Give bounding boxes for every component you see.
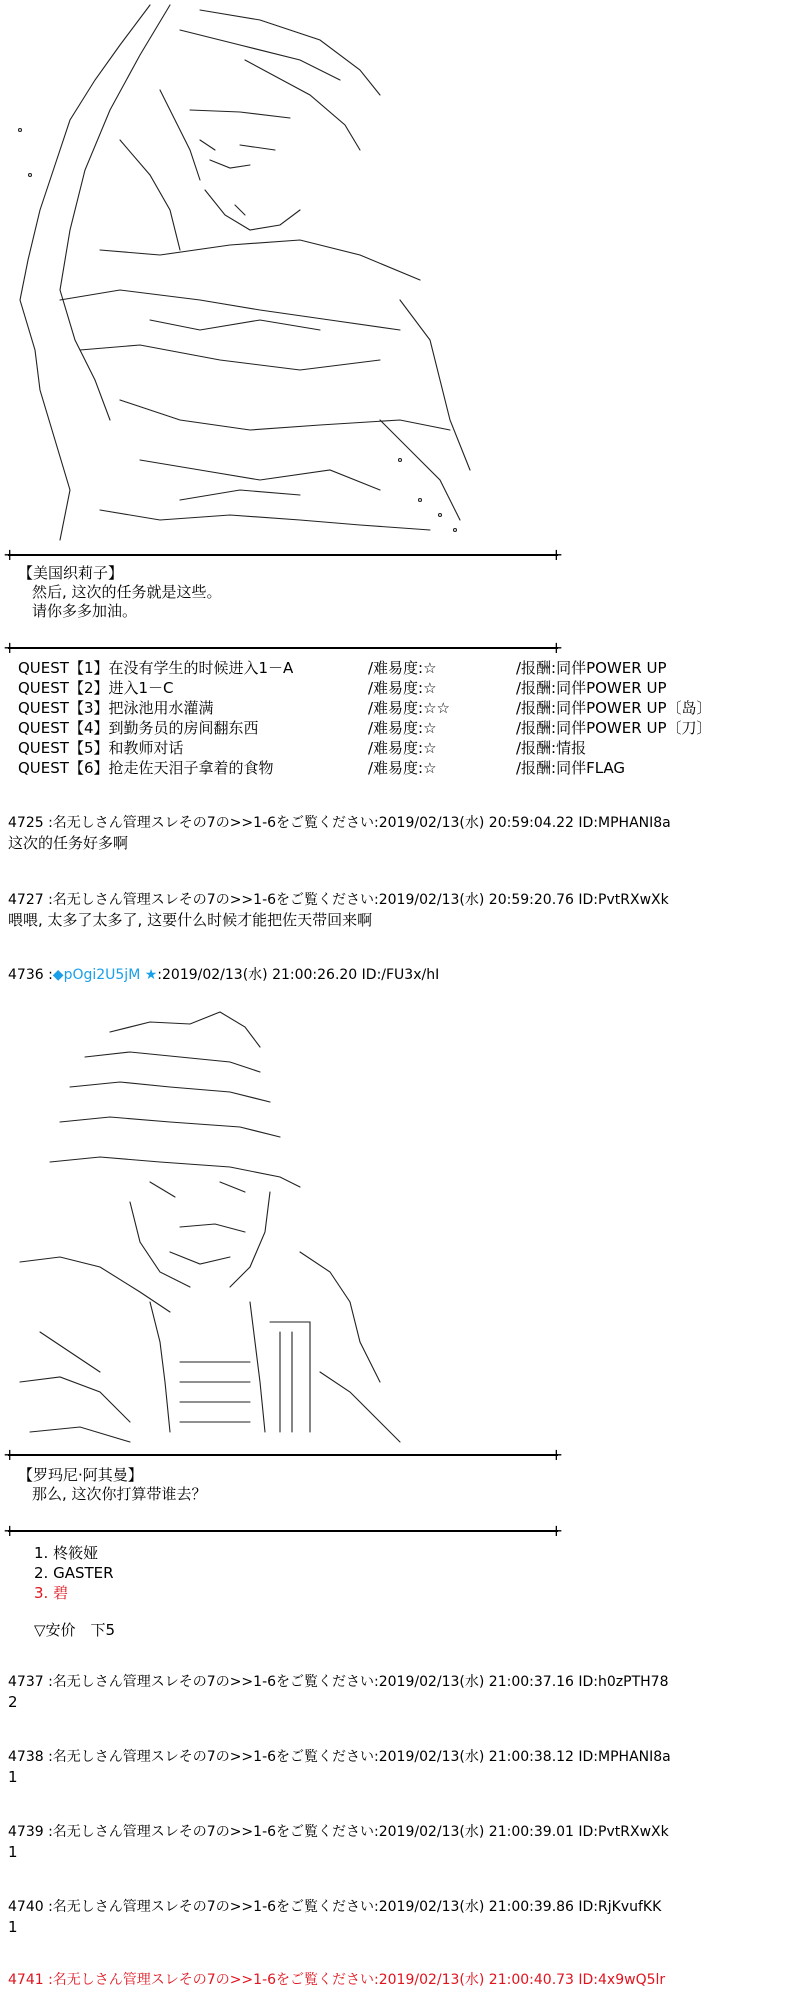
- post-body: 喂喂, 太多了太多了, 这要什么时候才能把佐天带回来啊: [8, 911, 373, 929]
- quest-title: QUEST【2】进入1－C: [18, 679, 174, 697]
- post-header: 4727 :名无しさん管理スレその7の>>1-6をご覧ください:2019/02/13(水) 20:59:20.76 ID:PvtRXwXk: [8, 892, 669, 908]
- choice-item: 2. GASTER: [34, 1564, 114, 1582]
- quest-reward: /报酬:同伴FLAG: [516, 759, 626, 777]
- quest-difficulty: /难易度:☆: [368, 679, 437, 697]
- quest-row: [18, 738, 711, 758]
- thread-post: [8, 1747, 671, 1787]
- post-timestamp-id: :2019/02/13(水) 21:00:26.20 ID:/FU3x/hI: [157, 967, 440, 983]
- quest-reward: /报酬:同伴POWER UP〔刀〕: [516, 719, 712, 737]
- quest-row: [18, 718, 711, 738]
- quest-title: QUEST【3】把泳池用水灌满: [18, 699, 214, 717]
- post-header: 4738 :名无しさん管理スレその7の>>1-6をご覧ください:2019/02/13(水) 21:00:38.12 ID:MPHANI8a: [8, 1749, 671, 1765]
- quest-difficulty: /难易度:☆☆: [368, 699, 451, 717]
- speech-scene2: [18, 1466, 207, 1504]
- ascii-art-drawing-1: [0, 0, 560, 555]
- post-body: 1: [8, 1843, 18, 1861]
- thread-post: [8, 813, 671, 853]
- op-post: [8, 965, 439, 985]
- quest-row: [18, 698, 711, 718]
- choice-item: 1. 柊筱娅: [34, 1544, 99, 1562]
- post-header: 4737 :名无しさん管理スレその7の>>1-6をご覧ください:2019/02/13(水) 21:00:37.16 ID:h0zPTH78: [8, 1674, 669, 1690]
- divider-bottom-scene2: + +: [3, 1521, 563, 1540]
- trip-code-link[interactable]: ◆pOgi2U5jM ★: [52, 967, 158, 983]
- quest-title: QUEST【1】在没有学生的时候进入1－A: [18, 659, 294, 677]
- post-header: [8, 965, 439, 985]
- choice-list: [34, 1543, 114, 1603]
- quest-reward: /报酬:同伴POWER UP: [516, 679, 667, 697]
- quest-title: QUEST【5】和教师对话: [18, 739, 184, 757]
- vote-instruction: ▽安价 下5: [34, 1621, 116, 1639]
- quest-difficulty: /难易度:☆: [368, 759, 437, 777]
- thread-post: [8, 1822, 669, 1862]
- post-body: 1: [8, 1918, 18, 1936]
- quest-difficulty: /难易度:☆: [368, 719, 437, 737]
- ascii-art-character-2: [0, 1002, 560, 1452]
- speech-line: 请你多多加油。: [32, 602, 138, 620]
- post-header: 4725 :名无しさん管理スレその7の>>1-6をご覧ください:2019/02/13(水) 20:59:04.22 ID:MPHANI8a: [8, 815, 671, 831]
- quest-row: [18, 758, 711, 778]
- quest-difficulty: /难易度:☆: [368, 659, 437, 677]
- ascii-art-drawing-2: [0, 1002, 560, 1452]
- thread-post: [8, 1897, 661, 1937]
- thread-post: [8, 1672, 669, 1712]
- thread-post: [8, 890, 669, 930]
- quest-difficulty: /难易度:☆: [368, 739, 437, 757]
- quest-title: QUEST【6】抢走佐天泪子拿着的食物: [18, 759, 274, 777]
- post-body: 1: [8, 1768, 18, 1786]
- divider-top-scene2: + +: [3, 1445, 563, 1464]
- choice-item-selected: 3. 碧: [34, 1584, 69, 1602]
- divider-bottom-scene1: + +: [3, 638, 563, 657]
- quest-row: [18, 678, 711, 698]
- speaker-name: 【美国织莉子】: [18, 564, 124, 582]
- quest-reward: /报酬:同伴POWER UP: [516, 659, 667, 677]
- speaker-name: 【罗玛尼·阿其曼】: [18, 1466, 143, 1484]
- post-body: 这次的任务好多啊: [8, 834, 129, 852]
- speech-line: 然后, 这次的任务就是这些。: [32, 583, 222, 601]
- divider-top-scene1: + +: [3, 545, 563, 564]
- quest-list: [18, 658, 711, 778]
- post-body: 2: [8, 1693, 18, 1711]
- quest-reward: /报酬:情报: [516, 739, 587, 757]
- post-number: 4736 :: [8, 967, 53, 983]
- quest-reward: /报酬:同伴POWER UP〔岛〕: [516, 699, 712, 717]
- speech-line: 那么, 这次你打算带谁去？: [32, 1485, 207, 1503]
- post-header: 4741 :名无しさん管理スレその7の>>1-6をご覧ください:2019/02/13(水) 21:00:40.73 ID:4x9wQ5lr: [8, 1972, 666, 1988]
- speech-scene1: [18, 564, 222, 621]
- post-header: 4740 :名无しさん管理スレその7の>>1-6をご覧ください:2019/02/13(水) 21:00:39.86 ID:RjKvufKK: [8, 1899, 662, 1915]
- post-header: 4739 :名无しさん管理スレその7の>>1-6をご覧ください:2019/02/13(水) 21:00:39.01 ID:PvtRXwXk: [8, 1824, 669, 1840]
- ascii-art-character-1: [0, 0, 560, 555]
- quest-title: QUEST【4】到勤务员的房间翻东西: [18, 719, 259, 737]
- quest-row: [18, 658, 711, 678]
- thread-post-highlighted: [8, 1970, 665, 1990]
